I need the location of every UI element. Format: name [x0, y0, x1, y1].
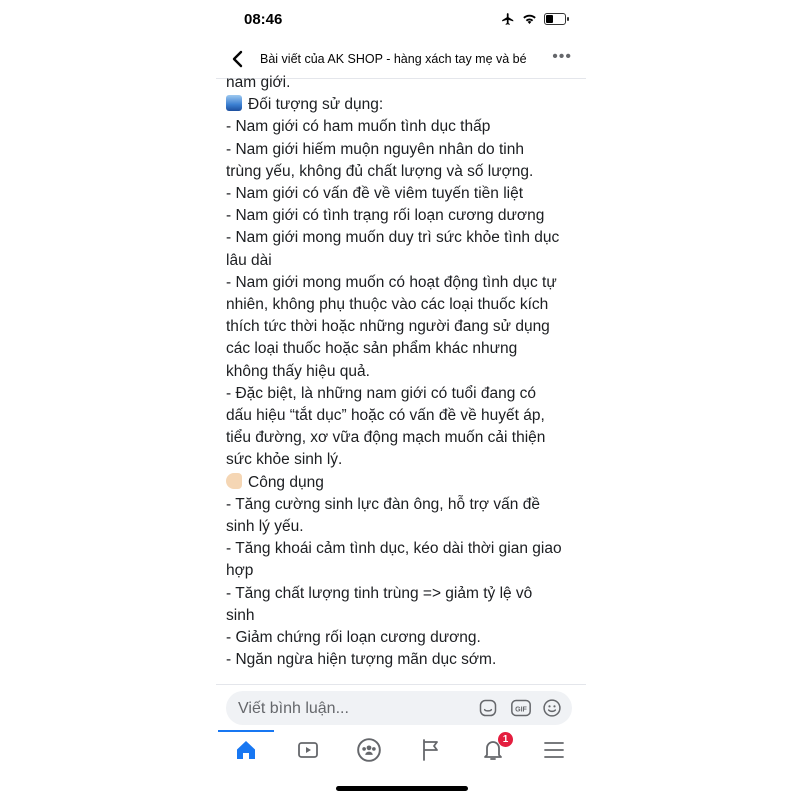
post-line: - Nam giới hiếm muộn nguyên nhân do tinh: [226, 140, 524, 158]
home-indicator: [336, 786, 468, 791]
flexed-biceps-emoji-icon: [226, 473, 242, 489]
post-line: - Nam giới mong muốn có hoạt động tình dục tự: [226, 273, 557, 291]
post-line-heading-targets: [226, 94, 576, 116]
sticker-icon[interactable]: [478, 698, 498, 718]
chevron-left-icon: [231, 50, 243, 68]
comment-input[interactable]: [226, 691, 572, 725]
flag-icon: [420, 738, 442, 762]
gif-icon[interactable]: [510, 698, 532, 718]
post-body: [226, 72, 576, 682]
post-line: - Tăng cường sinh lực đàn ông, hỗ trợ vấn đề: [226, 495, 540, 513]
status-time: 08:46: [244, 11, 283, 28]
section-heading: Đối tượng sử dụng:: [248, 96, 384, 114]
tab-watch[interactable]: [294, 736, 322, 764]
post-line: - Đặc biệt, là những nam giới có tuổi đang có: [226, 384, 537, 402]
post-line: thích tức thời hoặc những người đang sử dụng: [226, 318, 550, 336]
post-line: nam giới.: [226, 74, 291, 91]
post-line: dấu hiệu “tắt dục” hoặc có vấn đề về huyết áp,: [226, 407, 545, 425]
notification-badge: 1: [498, 732, 513, 747]
comment-bar: [216, 684, 586, 731]
wifi-icon: [522, 13, 537, 25]
active-tab-indicator: [218, 730, 274, 732]
svg-text:GIF: GIF: [515, 705, 527, 714]
page-title: Bài viết của AK SHOP - hàng xách tay mẹ và bé: [260, 52, 527, 66]
phone-screen: [216, 0, 586, 800]
tab-notifications[interactable]: [479, 736, 507, 764]
bottom-tab-bar: [216, 730, 586, 770]
status-icons: [501, 12, 566, 26]
tab-groups[interactable]: [355, 736, 383, 764]
battery-icon: [544, 13, 566, 25]
tab-home[interactable]: [232, 736, 260, 764]
post-line: - Tăng chất lượng tinh trùng => giảm tỷ lệ vô: [226, 584, 533, 602]
video-icon: [296, 738, 320, 762]
groups-icon: [356, 737, 382, 763]
post-line-heading-uses: [226, 472, 576, 494]
post-line: - Nam giới có vấn đề về viêm tuyến tiền liệt: [226, 185, 524, 203]
post-line: sức khỏe sinh lý.: [226, 451, 343, 469]
emoji-icon[interactable]: [542, 698, 562, 718]
wave-emoji-icon: [226, 95, 242, 111]
post-line: - Nam giới có ham muốn tình dục thấp: [226, 118, 491, 136]
post-line: trùng yếu, không đủ chất lượng và số lượng.: [226, 162, 534, 180]
post-line: lâu dài: [226, 251, 272, 269]
section-heading: Công dụng: [248, 473, 324, 491]
post-line: hợp: [226, 562, 254, 580]
post-line: - Ngăn ngừa hiện tượng mãn dục sớm.: [226, 651, 497, 669]
more-options-button[interactable]: •••: [552, 48, 572, 65]
post-line: - Tăng khoái cảm tình dục, kéo dài thời gian giao: [226, 540, 562, 558]
post-line: các loại thuốc hoặc sản phẩm khác nhưng: [226, 340, 518, 358]
comment-placeholder: Viết bình luận...: [238, 700, 349, 717]
post-line: nhiên, không phụ thuộc vào các loại thuốc kích: [226, 296, 549, 314]
post-line: - Nam giới mong muốn duy trì sức khỏe tình dục: [226, 229, 560, 247]
post-line: sinh lý yếu.: [226, 518, 304, 536]
post-line: - Nam giới có tình trạng rối loạn cương dương: [226, 207, 545, 225]
airplane-icon: [501, 12, 515, 26]
tab-menu[interactable]: [540, 736, 568, 764]
post-line: không thấy hiệu quả.: [226, 362, 370, 380]
tab-pages[interactable]: [417, 736, 445, 764]
post-line: sinh: [226, 606, 255, 624]
hamburger-menu-icon: [543, 740, 565, 760]
post-line: - Giảm chứng rối loạn cương dương.: [226, 629, 481, 647]
back-button[interactable]: [226, 48, 248, 70]
home-icon: [234, 738, 258, 762]
post-line: tiểu đường, xơ vữa động mạch muốn cải thiện: [226, 429, 546, 447]
